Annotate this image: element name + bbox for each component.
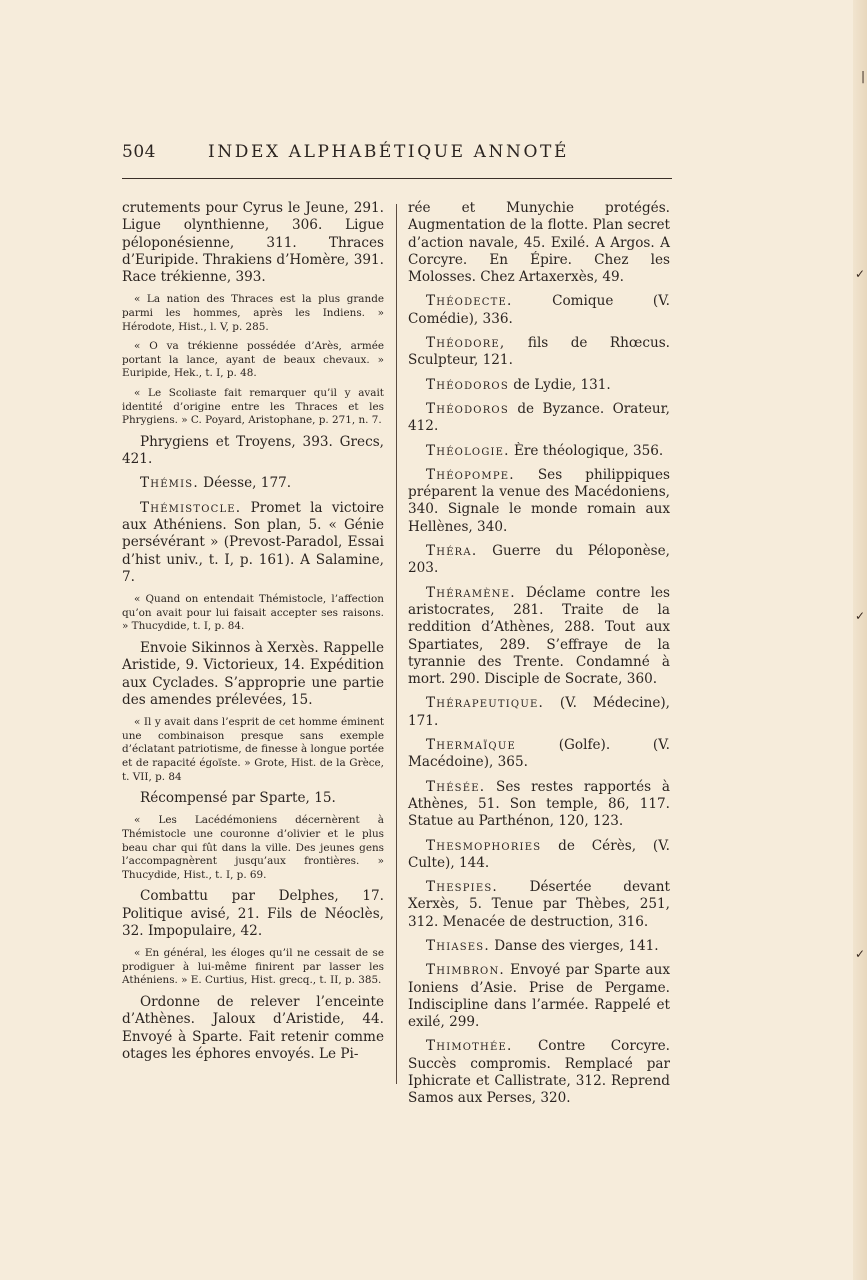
entry-text: de Cérès, (V. Culte), 144.: [408, 837, 670, 871]
entry-text: Envoyé par Sparte aux Ioniens d’Asie. Prise de Pergame. Indiscipline dans l’armée. Rappelé et exilé, 299.: [408, 962, 670, 1031]
index-entry: [122, 200, 384, 286]
index-entry: [408, 335, 670, 370]
index-entry: [122, 434, 384, 469]
citation-quote: [122, 947, 384, 988]
edge-mark: |: [860, 69, 865, 83]
header-rule: [122, 178, 672, 179]
index-entry: [408, 467, 670, 536]
entry-text: « Les Lacédémoniens décernèrent à Thémistocle une couronne d’olivier et le plus beau char qui fût dans la ville. Des jeunes gens l’accompagnèrent jusqu’aux frontières. » Thucydide, Hist., t. I, p. 69.: [122, 814, 384, 881]
index-entry: [408, 543, 670, 578]
edge-mark: ✓: [854, 609, 865, 623]
entry-text: Désertée devant Xerxès, 5. Tenue par Thèbes, 251, 312. Menacée de destruction, 316.: [408, 879, 670, 930]
entry-text: « Quand on entendait Thémistocle, l’affection qu’on avait pour lui faisait accepter ses raisons. » Thucydide, t. I, p. 84.: [122, 593, 384, 633]
entry-headword: Thimothée.: [426, 1038, 513, 1055]
entry-text: (Golfe). (V. Macédoine), 365.: [408, 737, 670, 771]
citation-quote: [122, 593, 384, 634]
entry-text: « En général, les éloges qu’il ne cessait de se prodiguer à lui-même finirent par lasser les Athéniens. » E. Curtius, Hist. grecq., t. II, p. 385.: [122, 947, 384, 987]
entry-headword: Thimbron.: [426, 962, 505, 979]
index-entry: [408, 1038, 670, 1107]
page-header: [122, 140, 678, 170]
citation-quote: [122, 814, 384, 882]
entry-text: de Lydie, 131.: [508, 376, 611, 393]
entry-text: Envoie Sikinnos à Xerxès. Rappelle Aristide, 9. Victorieux, 14. Expédition aux Cyclades. S’approprie une partie des amendes prélevées, 15.: [122, 639, 384, 708]
index-entry: [122, 888, 384, 940]
entry-text: « O va trékienne possédée d’Arès, armée portant la lance, ayant de beaux chevaux. » Euripide, Hek., t. I, p. 48.: [122, 340, 384, 380]
entry-text: Ère théologique, 356.: [509, 442, 664, 459]
entry-text: Danse des vierges, 141.: [489, 937, 659, 954]
index-entry: [408, 585, 670, 689]
citation-quote: [122, 387, 384, 428]
entry-text: « Le Scoliaste fait remarquer qu’il y avait identité d’origine entre les Thraces et les Phrygiens. » C. Poyard, Aristophane, p. 271, n. 7.: [122, 387, 384, 427]
index-entry: [408, 879, 670, 931]
entry-text: Promet la victoire aux Athéniens. Son plan, 5. « Génie persévérant » (Prevost-Paradol, Essai d’hist univ., t. I, p. 161). A Salamine, 7.: [122, 499, 384, 585]
index-entry: [408, 401, 670, 436]
index-entry: [122, 475, 384, 492]
entry-headword: Thesmophories: [426, 837, 542, 854]
index-entry: [408, 293, 670, 328]
entry-headword: Théodecte.: [426, 293, 513, 310]
entry-text: Ordonne de relever l’enceinte d’Athènes. Jaloux d’Aristide, 44. Envoyé à Sparte. Fait retenir comme otages les éphores envoyés. Le Pi-: [122, 994, 384, 1062]
entry-headword: Thermaïque: [426, 737, 516, 754]
index-entry: [408, 443, 670, 460]
index-entry: [408, 962, 670, 1031]
citation-quote: [122, 293, 384, 334]
entry-headword: Thiases.: [426, 937, 490, 954]
entry-text: Récompensé par Sparte, 15.: [140, 790, 336, 807]
entry-headword: Théologie.: [426, 442, 510, 459]
entry-text: crutements pour Cyrus le Jeune, 291. Ligue olynthienne, 306. Ligue péloponésienne, 311. Thraces d’Euripide. Thrakiens d’Homère, 391. Race trékienne, 393.: [122, 200, 384, 286]
entry-headword: Théodoros: [426, 376, 509, 393]
entry-text: Contre Corcyre. Succès compromis. Remplacé par Iphicrate et Callistrate, 312. Reprend Samos aux Perses, 320.: [408, 1038, 670, 1107]
entry-headword: Thespies.: [426, 879, 498, 896]
entry-headword: Thérapeutique.: [426, 695, 544, 712]
edge-mark: ✓: [854, 947, 865, 961]
entry-text: Combattu par Delphes, 17. Politique avisé, 21. Fils de Néoclès, 32. Impopulaire, 42.: [122, 888, 384, 939]
index-entry: [408, 838, 670, 873]
column-divider: [396, 204, 397, 1084]
citation-quote: [122, 340, 384, 381]
entry-text: Déclame contre les aristocrates, 281. Traite de la reddition d’Athènes, 288. Tout aux Spartiates, 289. S’effraye de la tyrannie des Trente. Condamné à mort. 290. Disciple de Socrate, 360.: [408, 584, 670, 688]
index-entry: [408, 377, 670, 394]
entry-headword: Théopompe.: [426, 466, 515, 483]
entry-headword: Théra.: [426, 543, 478, 560]
entry-text: Ses restes rapportés à Athènes, 51. Son temple, 86, 117. Statue au Parthénon, 120, 123.: [408, 778, 670, 830]
entry-headword: Théodore,: [426, 335, 506, 352]
index-entry: [408, 200, 670, 286]
entry-text: rée et Munychie protégés. Augmentation de la flotte. Plan secret d’action navale, 45. Exilé. A Argos. A Corcyre. En Épire. Chez les Molosses. Chez Artaxerxès, 49.: [408, 200, 670, 286]
entry-text: Déesse, 177.: [198, 475, 292, 492]
index-entry: [122, 994, 384, 1063]
entry-headword: Thésée.: [426, 778, 486, 795]
entry-text: (V. Médecine), 171.: [408, 695, 670, 729]
entry-text: « Il y avait dans l’esprit de cet homme éminent une combinaison presque sans exemple d’éclatant patriotisme, de finesse à longue portée et de rapacité égoïste. » Grote, Hist. de la Grèce, t. VII, p. 84: [122, 716, 384, 783]
entry-text: « La nation des Thraces est la plus grande parmi les hommes, après les Indiens. » Hérodote, Hist., l. V, p. 285.: [122, 293, 384, 333]
entry-text: Comique (V. Comédie), 336.: [408, 293, 670, 327]
entry-text: Ses philippiques préparent la venue des Macédoniens, 340. Signale le monde romain aux Hellènes, 340.: [408, 466, 670, 535]
citation-quote: [122, 716, 384, 784]
entry-text: Guerre du Péloponèse, 203.: [408, 543, 670, 577]
entry-text: Phrygiens et Troyens, 393. Grecs, 421.: [122, 433, 384, 468]
index-entry: [122, 790, 384, 807]
left-column: [122, 200, 384, 1070]
index-entry: [122, 500, 384, 586]
entry-headword: Thémis.: [140, 475, 199, 492]
running-title: INDEX ALPHABÉTIQUE ANNOTÉ: [208, 142, 569, 162]
right-column: [408, 200, 670, 1115]
index-entry: [408, 695, 670, 730]
entry-text: de Byzance. Orateur, 412.: [408, 400, 670, 435]
page-edge: [853, 0, 867, 1280]
page-number: 504: [122, 142, 156, 162]
entry-text: fils de Rhœcus. Sculpteur, 121.: [408, 335, 670, 369]
entry-headword: Thémistocle.: [140, 499, 242, 516]
index-entry: [408, 938, 670, 955]
index-entry: [408, 737, 670, 772]
index-entry: [122, 640, 384, 709]
entry-headword: Théodoros: [426, 400, 509, 417]
index-entry: [408, 779, 670, 831]
edge-mark: ✓: [854, 267, 865, 281]
entry-headword: Théramène.: [426, 584, 516, 601]
